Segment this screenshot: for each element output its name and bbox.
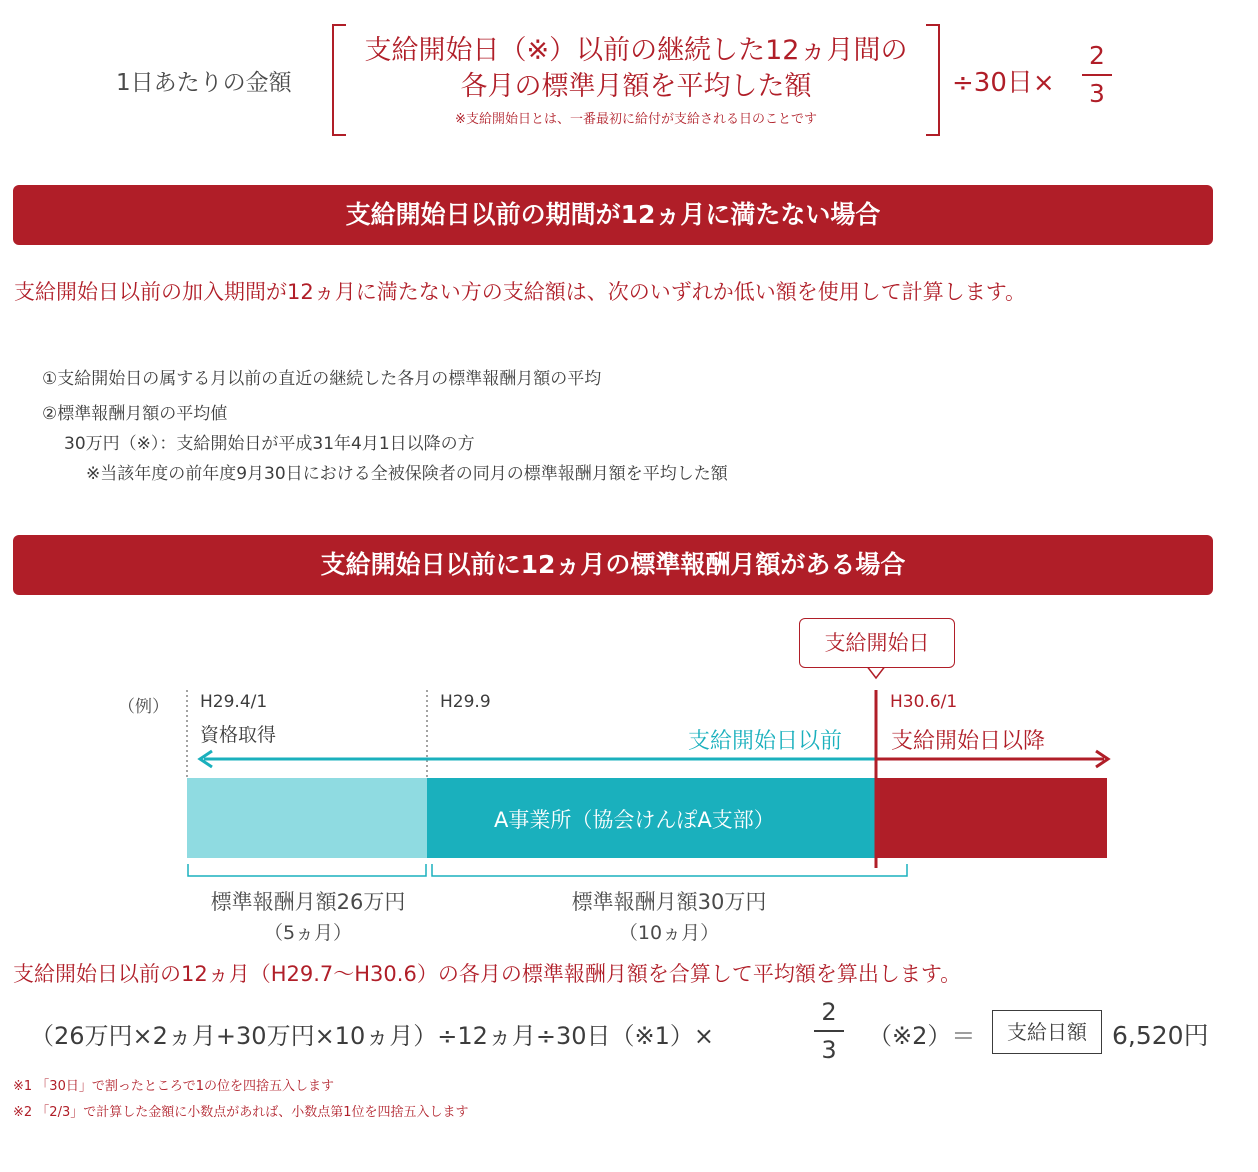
calc-expression-tail: （※2）＝	[868, 1022, 976, 1050]
list-item: ※当該年度の前年度9月30日における全被保険者の同月の標準報酬月額を平均した額	[86, 464, 728, 484]
bracket-30man	[432, 864, 907, 876]
formula-divisor: ÷30日×	[952, 68, 1055, 98]
date-h29-4-caption: 資格取得	[200, 724, 277, 746]
calc-fraction	[814, 996, 844, 1066]
fraction-bar	[814, 1030, 844, 1032]
fraction-numerator: 2	[821, 998, 837, 1026]
footnote-1: ※1 「30日」で割ったところで1の位を四捨五入します	[13, 1079, 334, 1094]
list-item: ②標準報酬月額の平均値	[42, 404, 228, 424]
pay-26man-label: 標準報酬月額26万円	[210, 890, 406, 914]
bracket-26man	[188, 864, 426, 876]
list-item: ①支給開始日の属する月以前の直近の継続した各月の標準報酬月額の平均	[42, 369, 602, 389]
calc-expression: （26万円×2ヵ月+30万円×10ヵ月）÷12ヵ月÷30日（※1）×	[30, 1022, 714, 1050]
office-label: A事業所（協会けんぽA支部）	[494, 808, 775, 832]
footnote-2: ※2 「2/3」で計算した金額に小数点があれば、小数点第1位を四捨五入します	[13, 1105, 469, 1120]
fraction-denominator: 3	[1089, 79, 1105, 108]
formula-line2: 各月の標準月額を平均した額	[460, 71, 812, 102]
example-label: （例）	[118, 697, 169, 717]
before-start-label: 支給開始日以前	[688, 729, 843, 754]
pay-30man-label: 標準報酬月額30万円	[571, 890, 767, 914]
pay-30man-months: （10ヵ月）	[618, 922, 720, 944]
section1-header: 支給開始日以前の期間が12ヵ月に満たない場合	[13, 185, 1213, 245]
bar-light-teal	[187, 778, 427, 858]
list-item: 30万円（※）：支給開始日が平成31年4月1日以降の方	[64, 434, 475, 454]
bar-red	[876, 778, 1107, 858]
fraction-denominator: 3	[821, 1036, 837, 1064]
formula-label: 1日あたりの金額	[116, 70, 292, 96]
daily-amount-box: 支給日額	[992, 1010, 1102, 1054]
date-h29-4: H29.4/1	[200, 692, 268, 712]
start-date-callout: 支給開始日	[799, 618, 955, 668]
section1-intro: 支給開始日以前の加入期間が12ヵ月に満たない方の支給額は、次のいずれか低い額を使用して計算します。	[14, 280, 1027, 304]
after-start-label: 支給開始日以降	[891, 729, 1046, 754]
date-h30-6: H30.6/1	[890, 692, 958, 712]
formula-line1: 支給開始日（※）以前の継続した12ヵ月間の	[364, 35, 908, 66]
date-h29-9: H29.9	[440, 692, 491, 712]
section2-header: 支給開始日以前に12ヵ月の標準報酬月額がある場合	[13, 535, 1213, 595]
formula-note: ※支給開始日とは、一番最初に給付が支給される日のことです	[455, 112, 817, 127]
fraction-numerator: 2	[1089, 41, 1105, 70]
calc-result: 6,520円	[1112, 1021, 1209, 1050]
pay-26man-months: （5ヵ月）	[263, 922, 353, 944]
calc-intro: 支給開始日以前の12ヵ月（H29.7〜H30.6）の各月の標準報酬月額を合算して平均額を算出します。	[13, 962, 962, 986]
